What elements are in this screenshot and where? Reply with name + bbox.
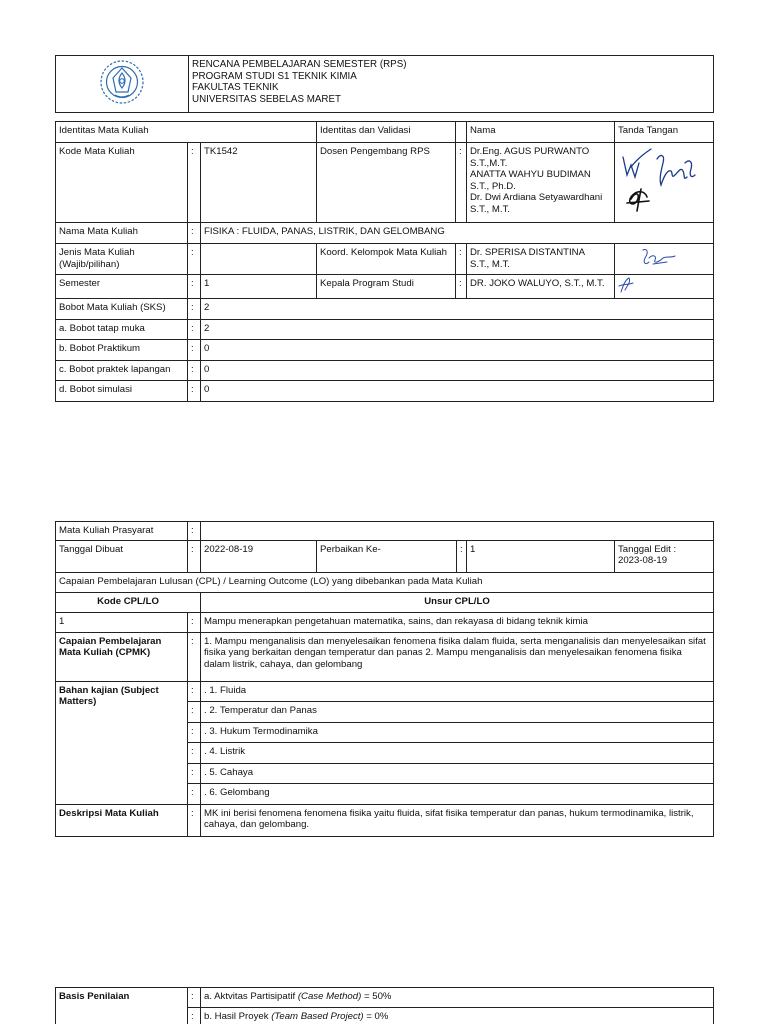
university-logo-cell	[56, 56, 189, 113]
colon: :	[188, 701, 201, 722]
bahan-item: . 6. Gelombang	[201, 783, 714, 804]
koord-name	[467, 244, 615, 275]
dosen-name-line: S.T., Ph.D.	[470, 180, 516, 192]
signature-image	[617, 276, 635, 294]
colon: :	[188, 320, 201, 340]
course-table	[55, 521, 714, 837]
colon: :	[188, 804, 201, 836]
colon: :	[188, 681, 201, 701]
basis-item-a-prefix: a. Aktvitas Partisipatif	[204, 991, 298, 1002]
kode-cpl-header: Kode CPL/LO	[56, 592, 201, 612]
col-ttd-header: Tanda Tangan	[615, 122, 714, 143]
colon: :	[188, 143, 201, 223]
kode-label: Kode Mata Kuliah	[56, 143, 188, 223]
simulasi-label: d. Bobot simulasi	[56, 381, 188, 402]
colon: :	[188, 988, 201, 1008]
header-line-universitas: UNIVERSITAS SEBELAS MARET	[192, 93, 341, 105]
col-validasi-header: Identitas dan Validasi	[317, 122, 456, 143]
koord-signature	[615, 244, 714, 275]
colon: :	[188, 299, 201, 320]
jenis-label	[56, 244, 188, 275]
header-line-prodi: PROGRAM STUDI S1 TEKNIK KIMIA	[192, 70, 357, 82]
colon: :	[188, 340, 201, 361]
identity-table	[55, 121, 714, 402]
colon: :	[457, 540, 467, 572]
colon: :	[188, 522, 201, 541]
tanggal-edit-value: 2023-08-19	[618, 555, 668, 566]
bahan-item: . 1. Fluida	[201, 681, 714, 701]
dosen-name-line: Dr. Dwi Ardiana Setyawardhani	[470, 192, 603, 203]
header-table	[55, 55, 714, 113]
semester-label: Semester	[56, 274, 188, 299]
dosen-name-line: S.T.,M.T.	[470, 157, 508, 169]
dosen-names	[467, 143, 615, 223]
header-title-block	[189, 56, 714, 113]
bahan-item: . 5. Cahaya	[201, 763, 714, 783]
colon: :	[188, 540, 201, 572]
lapangan-value: 0	[201, 361, 714, 381]
tatap-label: a. Bobot tatap muka	[56, 320, 188, 340]
colon: :	[188, 742, 201, 763]
bahan-item: . 2. Temperatur dan Panas	[201, 701, 714, 722]
simulasi-value: 0	[201, 381, 714, 402]
basis-item-b-percent: = 0%	[363, 1011, 389, 1022]
kode-value: TK1542	[201, 143, 317, 223]
jenis-label-line: (Wajib/pilihan)	[59, 258, 120, 270]
col-nama-header: Nama	[467, 122, 615, 143]
col-identitas-header: Identitas Mata Kuliah	[56, 122, 317, 143]
colon: :	[188, 274, 201, 299]
colon: :	[188, 361, 201, 381]
basis-item-a	[201, 988, 714, 1008]
unsur-cpl-header: Unsur CPL/LO	[201, 592, 714, 612]
header-line-rps: RENCANA PEMBELAJARAN SEMESTER (RPS)	[192, 59, 407, 70]
lapangan-label: c. Bobot praktek lapangan	[56, 361, 188, 381]
colon: :	[456, 143, 467, 223]
praktikum-value: 0	[201, 340, 714, 361]
kaprodi-signature	[615, 274, 714, 299]
deskripsi-label: Deskripsi Mata Kuliah	[56, 804, 188, 836]
koord-name-line: S.T., M.T.	[470, 258, 510, 270]
tanggal-edit-label: Tanggal Edit :	[618, 543, 677, 555]
basis-item-b-prefix: b. Hasil Proyek	[204, 1011, 272, 1022]
cpl-text: Mampu menerapkan pengetahuan matematika, sains, dan rekayasa di bidang teknik kimia	[201, 612, 714, 632]
colon: :	[188, 1008, 201, 1024]
basis-label: Basis Penilaian	[56, 988, 188, 1024]
dosen-name-line: ANATTA WAHYU BUDIMAN	[470, 169, 591, 180]
university-logo	[98, 58, 146, 106]
cpl-title: Capaian Pembelajaran Lulusan (CPL) / Learning Outcome (LO) yang dibebankan pada Mata Kuliah	[56, 572, 714, 592]
kaprodi-name: DR. JOKO WALUYO, S.T., M.T.	[467, 274, 615, 299]
nama-value: FISIKA : FLUIDA, PANAS, LISTRIK, DAN GELOMBANG	[201, 223, 714, 244]
sks-label: Bobot Mata Kuliah (SKS)	[56, 299, 188, 320]
prasyarat-label: Mata Kuliah Prasyarat	[56, 522, 188, 541]
dosen-name-line: Dr.Eng. AGUS PURWANTO	[470, 146, 590, 157]
dosen-label: Dosen Pengembang RPS	[317, 143, 456, 223]
kaprodi-label: Kepala Program Studi	[317, 274, 456, 299]
colon: :	[188, 763, 201, 783]
header-line-fakultas: FAKULTAS TEKNIK	[192, 82, 279, 94]
signature-image	[617, 145, 711, 219]
colon: :	[456, 244, 467, 275]
basis-item-b-method: (Team Based Project)	[271, 1011, 364, 1022]
basis-item-a-percent: = 50%	[361, 991, 392, 1002]
basis-item-b	[201, 1008, 714, 1024]
cpmk-label: Capaian Pembelajaran Mata Kuliah (CPMK)	[56, 632, 188, 681]
cpl-code: 1	[56, 612, 188, 632]
prasyarat-value	[201, 522, 714, 541]
perbaikan-value: 1	[467, 540, 615, 572]
jenis-label-line: Jenis Mata Kuliah	[59, 247, 135, 258]
signature-image	[637, 246, 677, 270]
sks-value: 2	[201, 299, 714, 320]
colon: :	[188, 381, 201, 402]
assessment-table	[55, 987, 714, 1024]
bahan-label: Bahan kajian (Subject Matters)	[56, 681, 188, 804]
nama-label: Nama Mata Kuliah	[56, 223, 188, 244]
koord-label: Koord. Kelompok Mata Kuliah	[317, 244, 456, 275]
colon: :	[188, 632, 201, 681]
tanggal-edit	[615, 540, 714, 572]
bahan-item: . 4. Listrik	[201, 742, 714, 763]
colon: :	[188, 722, 201, 742]
tatap-value: 2	[201, 320, 714, 340]
colon: :	[188, 244, 201, 275]
dosen-signatures	[615, 143, 714, 223]
basis-item-a-method: (Case Method)	[297, 991, 362, 1002]
deskripsi-text: MK ini berisi fenomena fenomena fisika yaitu fluida, sifat fisika temperatur dan panas, hukum termodinamika, listrik, cahaya, dan gelombang.	[201, 804, 714, 836]
colon: :	[188, 223, 201, 244]
cpmk-text: 1. Mampu menganalisis dan menyelesaikan fenomena fisika dalam fluida, serta menganalisis dan menyelesaikan sifat fisika yang berkaitan dengan temperatur dan panas 2. Mampu menganalisis dan menyelesaikan fenomena fisika dalam listrik, cahaya, dan gelombang	[201, 632, 714, 681]
colon: :	[456, 274, 467, 299]
dosen-name-line: S.T., M.T.	[470, 203, 510, 215]
perbaikan-label: Perbaikan Ke-	[317, 540, 457, 572]
colon: :	[188, 612, 201, 632]
bahan-item: . 3. Hukum Termodinamika	[201, 722, 714, 742]
praktikum-label: b. Bobot Praktikum	[56, 340, 188, 361]
tanggal-label: Tanggal Dibuat	[56, 540, 188, 572]
colon: :	[188, 783, 201, 804]
koord-name-line: Dr. SPERISA DISTANTINA	[470, 247, 585, 258]
tanggal-value: 2022-08-19	[201, 540, 317, 572]
jenis-value	[201, 244, 317, 275]
semester-value: 1	[201, 274, 317, 299]
